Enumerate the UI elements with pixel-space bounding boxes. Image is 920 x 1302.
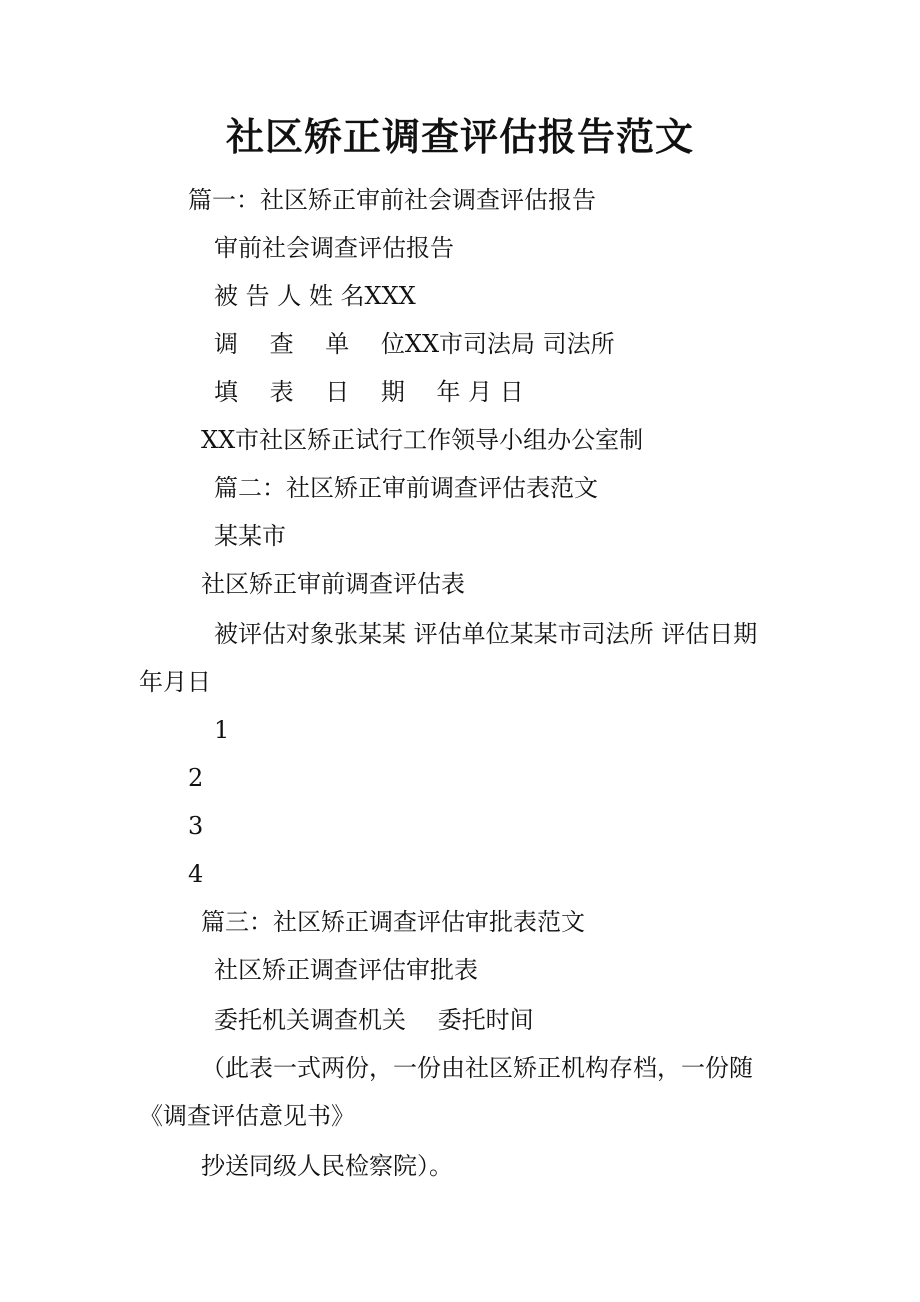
text-line: 某某市 xyxy=(214,522,286,550)
text-line: XX市社区矫正试行工作领导小组办公室制 xyxy=(201,426,644,454)
text-line: 委托机关调查机关 委托时间 xyxy=(214,1006,534,1034)
text-line: 调 查 单 位XX市司法局 司法所 xyxy=(214,330,615,358)
text-line: 被 告 人 姓 名XXX xyxy=(214,282,416,310)
list-number: 2 xyxy=(188,764,204,792)
list-number: 1 xyxy=(214,716,230,744)
list-number: 3 xyxy=(188,812,204,840)
section-heading-2: 篇二：社区矫正审前调查评估表范文 xyxy=(214,474,598,502)
text-line: （此表一式两份，一份由社区矫正机构存档，一份随 xyxy=(201,1054,753,1082)
text-line: 审前社会调查评估报告 xyxy=(214,234,454,262)
text-line: 抄送同级人民检察院）。 xyxy=(201,1152,453,1180)
text-line: 社区矫正调查评估审批表 xyxy=(214,956,478,984)
text-line: 填 表 日 期 年 月 日 xyxy=(214,378,524,406)
text-line: 被评估对象张某某 评估单位某某市司法所 评估日期 xyxy=(214,620,758,648)
section-heading-3: 篇三：社区矫正调查评估审批表范文 xyxy=(201,908,585,936)
section-heading-1: 篇一：社区矫正审前社会调查评估报告 xyxy=(188,186,596,214)
text-line: 社区矫正审前调查评估表 xyxy=(201,570,465,598)
text-line: 《调查评估意见书》 xyxy=(139,1102,355,1130)
list-number: 4 xyxy=(188,860,204,888)
document-title: 社区矫正调查评估报告范文 xyxy=(225,114,694,159)
text-line: 年月日 xyxy=(139,668,211,696)
